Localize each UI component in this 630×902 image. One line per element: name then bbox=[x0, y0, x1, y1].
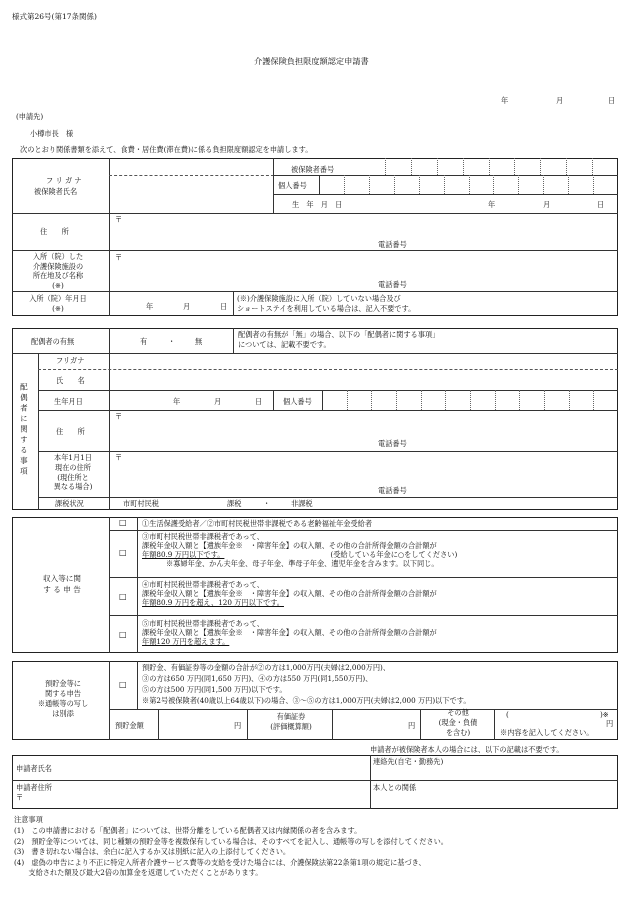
digit-cell-divider bbox=[394, 175, 395, 194]
admission-month: 月 bbox=[183, 302, 191, 311]
income-checkbox-1[interactable]: □ bbox=[119, 518, 127, 527]
digit-cell-divider bbox=[371, 390, 372, 410]
digit-cell-divider bbox=[593, 390, 594, 410]
digit-cell-divider bbox=[514, 158, 515, 175]
applicant-address-label: 申請者住所 bbox=[16, 783, 52, 792]
address-label: 住 所 bbox=[40, 227, 69, 236]
digit-cell-divider bbox=[540, 158, 541, 175]
digit-cell-divider bbox=[495, 390, 496, 410]
other-paren-close: )※ bbox=[600, 710, 609, 719]
note-item: (4) 虚偽の申告により不正に特定入所者介護サービス費等の支給を受けた場合には、介護保険法第22条第1項の規定に基づき、 bbox=[14, 857, 426, 867]
spouse-birth-day: 日 bbox=[255, 397, 263, 406]
note-item: 支給された額及び最大2倍の加算金を返還していただくことがあります。 bbox=[14, 868, 263, 878]
admission-day: 日 bbox=[220, 302, 228, 311]
date-day[interactable]: 日 bbox=[608, 96, 616, 105]
form-number: 様式第26号(第17条関係) bbox=[12, 12, 97, 21]
spouse-no[interactable]: 無 bbox=[195, 337, 203, 346]
phone-label: 電話番号 bbox=[378, 240, 407, 249]
spouse-side-label: 配偶者に関する事項 bbox=[19, 383, 29, 478]
digit-cell-divider bbox=[419, 175, 420, 194]
deposit-label: 預貯金額 bbox=[115, 721, 144, 730]
applicant-relation-label: 本人との関係 bbox=[373, 783, 417, 792]
tax-municipal: 市町村民税 bbox=[123, 499, 159, 508]
birth-month: 月 bbox=[543, 200, 551, 209]
deposit-unit: 円 bbox=[234, 721, 242, 730]
date-year[interactable]: 年 bbox=[501, 96, 509, 105]
digit-cell-divider bbox=[493, 175, 494, 194]
spouse-name: 氏 名 bbox=[56, 376, 85, 385]
spouse-personal-number-label: 個人番号 bbox=[283, 397, 312, 406]
applicant-box bbox=[12, 755, 618, 809]
digit-cell-divider bbox=[543, 175, 544, 194]
notes-list bbox=[14, 826, 448, 879]
intro-text: 次のとおり関係書類を添えて、食費・居住費(滞在費)に係る負担限度額認定を申請します。 bbox=[20, 145, 313, 154]
applicant-name-label: 申請者氏名 bbox=[16, 764, 52, 773]
spouse-presence-label: 配偶者の有無 bbox=[31, 337, 75, 346]
admission-note: (※)介護保険施設に入所（院）していない場合及び ショートステイを利用している場合は、記入不要です。 bbox=[237, 294, 416, 313]
digit-cell-divider bbox=[396, 390, 397, 410]
income-label: 収入等に関 す る 申 告 bbox=[43, 574, 81, 594]
address-field[interactable] bbox=[209, 228, 609, 238]
tax-taxed[interactable]: 課税 bbox=[227, 499, 242, 508]
recipient-heading: (申請先) bbox=[16, 112, 44, 121]
digit-cell-divider bbox=[445, 390, 446, 410]
spouse-presence-note: 配偶者の有無が「無」の場合、以下の「配偶者に関する事項」 については、記載不要です。 bbox=[238, 330, 440, 349]
admission-label: 入所（院）年月日 (※) bbox=[29, 294, 87, 313]
spouse-furigana: フリガナ bbox=[56, 356, 85, 365]
income-checkbox-3[interactable]: □ bbox=[119, 548, 127, 557]
digit-cell-divider bbox=[421, 390, 422, 410]
admission-year: 年 bbox=[146, 302, 154, 311]
applicant-postal: 〒 bbox=[16, 793, 24, 802]
spouse-dot: ・ bbox=[168, 337, 176, 346]
spouse-birth-month: 月 bbox=[214, 397, 222, 406]
income-checkbox-4[interactable]: □ bbox=[119, 592, 127, 601]
facility-phone: 電話番号 bbox=[378, 280, 407, 289]
digit-cell-divider bbox=[593, 175, 594, 194]
digit-cell-divider bbox=[489, 158, 490, 175]
spouse-birth: 生年月日 bbox=[54, 397, 83, 406]
applicant-note: 申請者が被保険者本人の場合には、以下の記載は不要です。 bbox=[370, 745, 564, 754]
note-item: (3) 書き切れない場合は、余白に記入するか又は別紙に記入の上添付してください。 bbox=[14, 847, 291, 857]
digit-cell-divider bbox=[592, 158, 593, 175]
other-note: ※内容を記入してください。 bbox=[500, 728, 594, 737]
jan1-postal: 〒 bbox=[115, 453, 123, 462]
facility-postal: 〒 bbox=[115, 253, 123, 262]
other-unit: 円 bbox=[606, 719, 614, 728]
spouse-address: 住 所 bbox=[56, 427, 85, 436]
digit-cell-divider bbox=[344, 175, 345, 194]
spouse-postal: 〒 bbox=[115, 412, 123, 421]
notes-heading: 注意事項 bbox=[14, 815, 43, 824]
spouse-yes[interactable]: 有 bbox=[140, 337, 148, 346]
income-checkbox-5[interactable]: □ bbox=[119, 630, 127, 639]
securities-label: 有価証券 (評価概算額) bbox=[270, 712, 312, 731]
digit-cell-divider bbox=[519, 390, 520, 410]
income-option-3: ③市町村民税世帯非課税者であって、 課税年金収入額と【遺族年金※ ・障害年金】の収入額、その他の合計所得金額の合計額が 年額80.9 万円以下です。 (受給している年金に○をしてください) ※寡婦年金、かん夫年金、母子年金、準母子年金、遺児年金を含みます。以下同じ。 bbox=[142, 532, 458, 568]
tax-exempt[interactable]: 非課税 bbox=[291, 499, 313, 508]
income-option-1: ①生活保護受給者／②市町村民税世帯非課税である老齢福祉年金受給者 bbox=[142, 519, 373, 528]
savings-text: 預貯金、有価証券等の金額の合計が②の方は1,000万円(夫婦は2,000万円)、 ③の方は650 万円(同1,650 万円)、④の方は550 万円(同1,550万円)、 ⑤の方は500 万円(同1,500 万円)以下です。 ※第2号被保険者(40歳以上64歳以下)の場合、③～⑤の方は1,000万円(夫婦は2,000 万円)以下です。 bbox=[142, 663, 471, 705]
applicant-contact-label: 連絡先(自宅・勤務先) bbox=[373, 757, 444, 766]
income-option-5: ⑤市町村民税世帯非課税者であって、 課税年金収入額と【遺族年金※ ・障害年金】の収入額、その他の合計所得金額の合計額が 年額120 万円を超えます。 bbox=[142, 619, 437, 646]
insured-number-label: 被保険者番号 bbox=[291, 165, 335, 174]
digit-cell-divider bbox=[569, 390, 570, 410]
tax-dot: ・ bbox=[263, 499, 271, 508]
jan1-label: 本年1月1日 現在の住所 (現住所と 異なる場合) bbox=[53, 453, 93, 492]
date-month[interactable]: 月 bbox=[556, 96, 564, 105]
jan1-phone: 電話番号 bbox=[378, 486, 407, 495]
other-label: その他 (現金・負債 を含む) bbox=[438, 708, 478, 737]
digit-cell-divider bbox=[385, 158, 386, 175]
spouse-birth-year: 年 bbox=[173, 397, 181, 406]
digit-cell-divider bbox=[463, 158, 464, 175]
digit-cell-divider bbox=[470, 390, 471, 410]
digit-cell-divider bbox=[568, 175, 569, 194]
furigana-label: フ リ ガ ナ bbox=[46, 176, 82, 185]
note-item: (2) 預貯金等については、同じ種類の預貯金等を複数保有している場合は、そのすべてを記入し、通帳等の写しを添付してください。 bbox=[14, 836, 448, 846]
tax-label: 課税状況 bbox=[55, 499, 84, 508]
birth-date-label: 生 年 月 日 bbox=[292, 200, 343, 209]
digit-cell-divider bbox=[544, 390, 545, 410]
digit-cell-divider bbox=[518, 175, 519, 194]
savings-label: 預貯金等に 関する申告 ※通帳等の写し は別添 bbox=[37, 679, 89, 718]
note-item: (1) この申請書における「配偶者」については、世帯分離をしている配偶者又は内縁関係の者を含みます。 bbox=[14, 826, 362, 835]
deposit-field[interactable] bbox=[160, 712, 230, 736]
digit-cell-divider bbox=[347, 390, 348, 410]
income-option-4: ④市町村民税世帯非課税者であって、 課税年金収入額と【遺族年金※ ・障害年金】の収入額、その他の合計所得金額の合計額が 年額80.9 万円を超え、120 万円以下です。 bbox=[142, 580, 437, 607]
facility-label: 入所（院）した 介護保険施設の 所在地及び名称 (※) bbox=[32, 252, 84, 290]
securities-field[interactable] bbox=[334, 712, 404, 736]
savings-checkbox[interactable]: □ bbox=[119, 680, 127, 689]
form-title: 介護保険負担限度額認定申請書 bbox=[254, 56, 369, 66]
digit-cell-divider bbox=[469, 175, 470, 194]
securities-unit: 円 bbox=[408, 721, 416, 730]
recipient: 小樽市長 様 bbox=[30, 129, 74, 138]
birth-year: 年 bbox=[488, 200, 496, 209]
personal-number-label: 個人番号 bbox=[278, 181, 307, 190]
digit-cell-divider bbox=[411, 158, 412, 175]
digit-cell-divider bbox=[566, 158, 567, 175]
digit-cell-divider bbox=[444, 175, 445, 194]
digit-cell-divider bbox=[369, 175, 370, 194]
birth-day: 日 bbox=[597, 200, 605, 209]
other-paren-open: ( bbox=[506, 710, 509, 719]
insured-name-label: 被保険者氏名 bbox=[34, 187, 78, 196]
digit-cell-divider bbox=[437, 158, 438, 175]
postal-mark: 〒 bbox=[115, 215, 123, 224]
spouse-phone: 電話番号 bbox=[378, 439, 407, 448]
